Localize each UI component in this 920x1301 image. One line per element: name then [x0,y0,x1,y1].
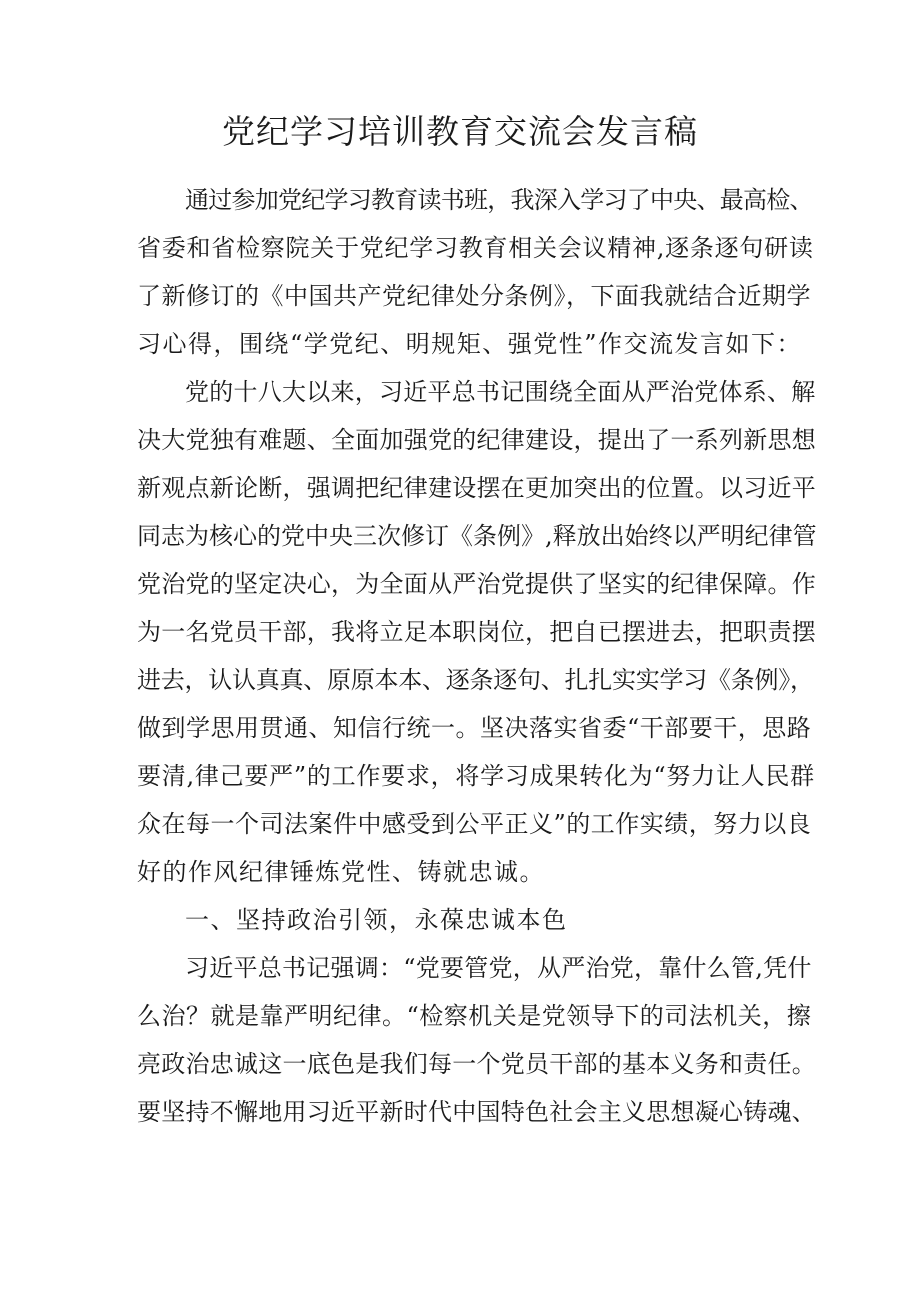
text-line: 习心得，围绕“学党纪、明规矩、强党性”作交流发言如下： [137,330,803,358]
text-line: 党治党的坚定决心，为全面从严治党提供了坚实的纪律保障。作 [137,570,816,598]
text-line: 要清,律己要严”的工作要求，将学习成果转化为“努力让人民群 [137,762,815,790]
text-line: 新观点新论断，强调把纪律建设摆在更加突出的位置。以习近平 [137,474,816,502]
text-line: 党的十八大以来，习近平总书记围绕全面从严治党体系、解 [185,378,816,406]
text-line: 同志为核心的党中央三次修订《条例》,释放出始终以严明纪律管 [137,522,817,550]
text-line: 要坚持不懈地用习近平新时代中国特色社会主义思想凝心铸魂、 [137,1098,816,1126]
text-line: 为一名党员干部，我将立足本职岗位，把自已摆进去，把职责摆 [137,618,816,646]
text-line: 好的作风纪律锤炼党性、铸就忠诚。 [137,858,545,886]
text-line: 做到学思用贯通、知信行统一。坚决落实省委“干部要干，思路 [137,714,812,742]
text-line: 通过参加党纪学习教育读书班，我深入学习了中央、最高检、 [185,186,813,214]
text-line: 省委和省检察院关于党纪学习教育相关会议精神,逐条逐句研读 [137,234,814,262]
text-line: 了新修订的《中国共产党纪律处分条例》，下面我就结合近期学 [137,282,811,310]
text-line: 亮政治忠诚这一底色是我们每一个党员干部的基本义务和责任。 [137,1050,816,1078]
text-line: 么治？就是靠严明纪律。“检察机关是党领导下的司法机关，擦 [137,1002,812,1030]
text-line: 进去，认认真真、原原本本、逐条逐句、扎扎实实学习《条例》， [137,666,814,694]
document-title: 党纪学习培训教育交流会发言稿 [222,112,698,151]
document-body [137,176,817,1136]
text-line: 众在每一个司法案件中感受到公平正义”的工作实绩，努力以良 [137,810,812,838]
section-heading: 一、坚持政治引领，永葆忠诚本色 [185,906,568,934]
text-line: 习近平总书记强调：“党要管党，从严治党，靠什么管,凭什 [185,954,812,982]
text-line: 决大党独有难题、全面加强党的纪律建设，提出了一系列新思想 [137,426,816,454]
